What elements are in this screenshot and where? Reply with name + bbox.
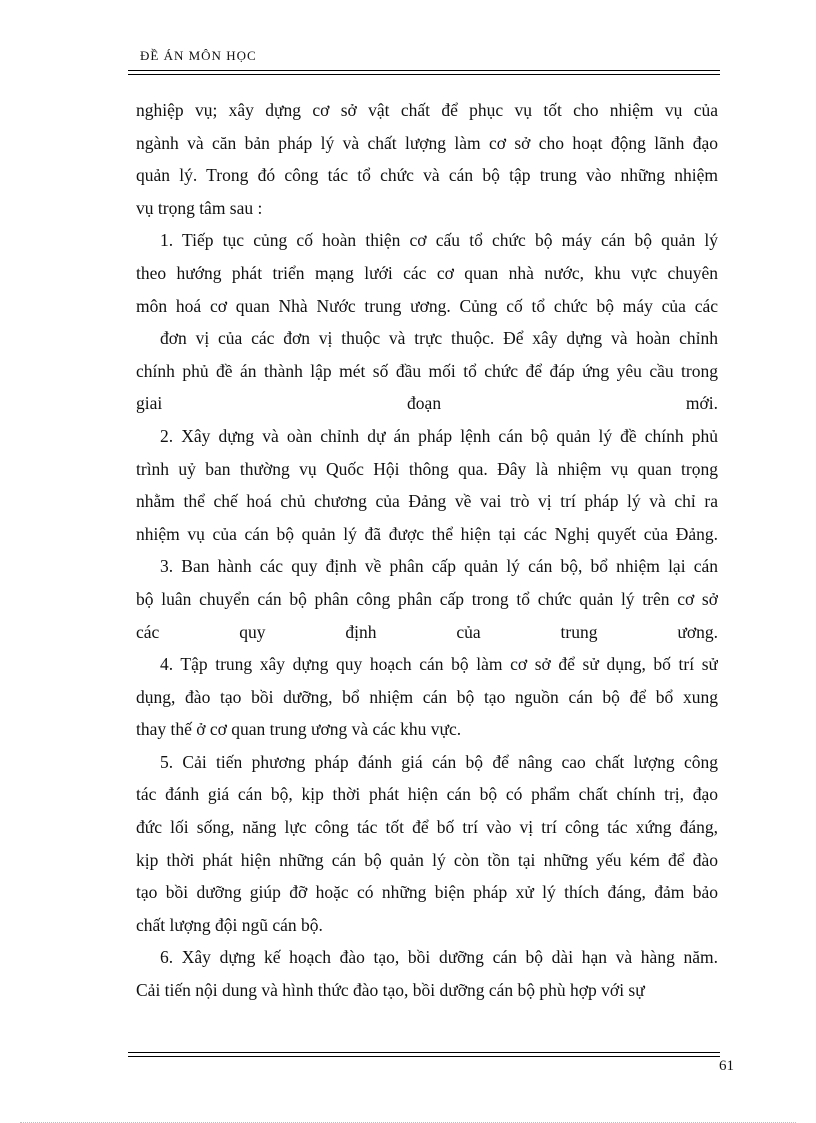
text-line: theo hướng phát triển mạng lưới các cơ quan nhà nước, khu vực chuyên (136, 262, 718, 283)
text-line: thay thế ở cơ quan trung ương và các khu vực. (136, 719, 462, 740)
text-line: tác đánh giá cán bộ, kịp thời phát hiện cán bộ có phẩm chất chính trị, đạo (136, 784, 718, 805)
text-line: các quy định của trung ương. (136, 621, 718, 642)
text-line: dụng, đào tạo bồi dưỡng, bổ nhiệm cán bộ tạo nguồn cán bộ để bổ xung (136, 686, 718, 707)
text-line: nhằm thể chế hoá chủ chương của Đảng về vai trò vị trí pháp lý và chỉ ra (136, 491, 718, 512)
text-line: 5. Cải tiến phương pháp đánh giá cán bộ để nâng cao chất lượng công (160, 751, 718, 772)
text-line: chính phủ đề án thành lập mét số đầu mối tổ chức để đáp ứng yêu cầu trong (136, 360, 718, 381)
text-line: 1. Tiếp tục củng cố hoàn thiện cơ cấu tổ chức bộ máy cán bộ quản lý (160, 230, 718, 251)
text-line: ngành và căn bản pháp lý và chất lượng làm cơ sở cho hoạt động lãnh đạo (136, 132, 718, 153)
text-line: nghiệp vụ; xây dựng cơ sở vật chất để phục vụ tốt cho nhiệm vụ của (136, 100, 718, 120)
page-number: 61 (719, 1058, 734, 1074)
footer-rule-lower (128, 1056, 720, 1057)
running-header-title: ĐỀ ÁN MÔN HỌC (140, 48, 257, 63)
text-line: nhiệm vụ của cán bộ quản lý đã được thể hiện tại các Nghị quyết của Đảng. (136, 523, 718, 544)
text-line: 6. Xây dựng kế hoạch đào tạo, bồi dưỡng cán bộ dài hạn và hàng năm. (160, 947, 718, 968)
header-rule-lower (128, 74, 720, 75)
text-line: đức lối sống, năng lực công tác tốt để bố trí vào vị trí công tác xứng đáng, (136, 817, 718, 838)
text-line: 2. Xây dựng và oàn chỉnh dự án pháp lệnh cán bộ quản lý đề chính phủ (160, 425, 718, 446)
header-rule-upper (128, 70, 720, 71)
page-body (136, 94, 718, 1007)
text-line: 3. Ban hành các quy định về phân cấp quản lý cán bộ, bổ nhiệm lại cán (160, 556, 718, 577)
text-line: chất lượng đội ngũ cán bộ. (136, 914, 323, 935)
text-line: bộ luân chuyển cán bộ phân công phân cấp trong tổ chức quản lý trên cơ sở (136, 588, 718, 609)
footer-rule-upper (128, 1052, 720, 1053)
text-line: kịp thời phát hiện những cán bộ quản lý còn tồn tại những yếu kém để đào (136, 849, 718, 870)
text-line: môn hoá cơ quan Nhà Nước trung ương. Củng cố tổ chức bộ máy của các (136, 295, 718, 316)
text-line: tạo bồi dưỡng giúp đỡ hoặc có những biện pháp xử lý thích đáng, đảm bảo (136, 882, 718, 903)
text-line: trình uỷ ban thường vụ Quốc Hội thông qua. Đây là nhiệm vụ quan trọng (136, 458, 718, 479)
text-line: 4. Tập trung xây dựng quy hoạch cán bộ làm cơ sở để sử dụng, bố trí sử (160, 654, 718, 675)
text-line: Cải tiến nội dung và hình thức đào tạo, bồi dưỡng cán bộ phù hợp với sự (136, 980, 645, 1001)
text-line: quản lý. Trong đó công tác tổ chức và cán bộ tập trung vào những nhiệm (136, 165, 718, 186)
text-line: giai đoạn mới. (136, 393, 718, 414)
text-line: đơn vị của các đơn vị thuộc và trực thuộc. Để xây dựng và hoàn chỉnh (160, 328, 718, 349)
text-line: vụ trọng tâm sau : (136, 197, 263, 218)
